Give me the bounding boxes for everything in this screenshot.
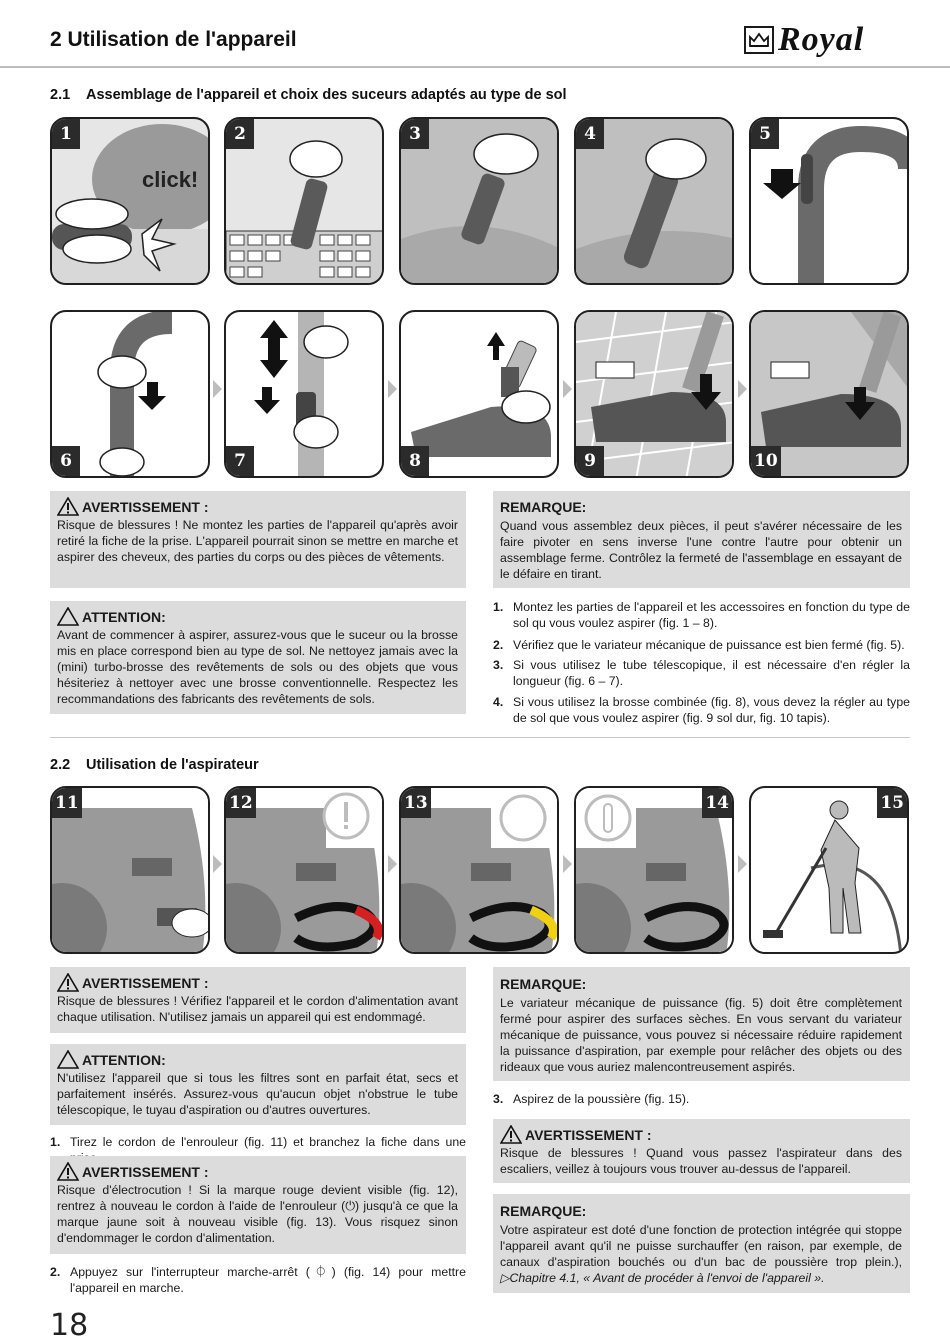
warning-box	[50, 491, 466, 588]
chapter-reference-link[interactable]: ▷Chapitre 4.1, « Avant de procéder à l'envoi de l'appareil ».	[500, 1271, 825, 1285]
warning-box	[493, 1119, 910, 1183]
figure-number-badge: 12	[226, 788, 256, 818]
sequence-arrow	[388, 855, 397, 873]
note-box	[493, 491, 910, 588]
figure-number-badge: 4	[576, 119, 604, 149]
sequence-arrow	[738, 855, 747, 873]
section-heading-2-1: 2.1 Assemblage de l'appareil et choix des suceurs adaptés au type de sol	[50, 87, 567, 103]
brand-name: Royal	[778, 21, 865, 58]
box-title: AVERTISSEMENT :	[57, 1162, 458, 1181]
sequence-arrow	[388, 380, 397, 398]
attention-text: N'utilisez l'appareil que si tous les filtres sont en parfait état, secs et parfaitement insérés. Assurez-vous qu'aucun objet n'obstrue le tube télescopique, le tuyau d'aspiration ou d'autres ouvertures.	[57, 1071, 458, 1117]
attention-text: Avant de commencer à aspirer, assurez-vous que le suceur ou la brosse mis en place correspond bien au type de sol. Ne nettoyez jamais avec la (mini) turbo-brosse des revêtements de sols ou des objets que vous hésiteriez à nettoyer avec une brosse conventionnelle. Respectez les recommandations des fabricants des revêtements de sols.	[57, 628, 458, 706]
warning-box	[50, 967, 466, 1033]
figure-10	[749, 310, 909, 478]
figure-7	[224, 310, 384, 478]
warning-triangle-icon	[57, 1050, 79, 1069]
illustration	[748, 31, 770, 49]
figure-5	[749, 117, 909, 285]
warning-triangle-icon	[500, 1125, 522, 1144]
box-title: ATTENTION:	[57, 1050, 458, 1069]
figure-13	[399, 786, 559, 954]
warning-text: Risque de blessures ! Vérifiez l'appareil et le cordon d'alimentation avant chaque utilisation. N'utilisez jamais un appareil qui est endommagé.	[57, 994, 458, 1024]
figure-14	[574, 786, 734, 954]
figure-15	[749, 786, 909, 954]
list-item: 1. Montez les parties de l'appareil et les accessoires en fonction du type de sol qu vous voulez aspirer (fig. 1 – 8).	[493, 600, 910, 630]
warning-text: Risque de blessures ! Ne montez les parties de l'appareil qu'après avoir retiré la fiche de la prise. L'appareil pourrait sinon se mettre en marche et aspirer des cheveux, des parties du corps ou des pièces de vêtements.	[57, 518, 458, 564]
figure-2	[224, 117, 384, 285]
figure-number-badge: 11	[52, 788, 82, 818]
figure-number-badge: 15	[877, 788, 907, 818]
warning-triangle-icon	[57, 497, 79, 516]
note-text: Quand vous assemblez deux pièces, il peut s'avérer nécessaire de les faire pivoter en sens inverse l'une contre l'autre pour obtenir un assemblage ferme. Contrôlez la fermeté de l'assemblage en essayant de le défaire en tirant.	[500, 519, 902, 581]
section-heading-2-2: 2.2 Utilisation de l'aspirateur	[50, 757, 259, 773]
warning-triangle-icon	[57, 607, 79, 626]
figure-number-badge: 13	[401, 788, 431, 818]
note-text: Le variateur mécanique de puissance (fig. 5) doit être complètement fermé pour aspirer des surfaces sèches. En vous servant du variateur mécanique de puissance, vous pouvez si nécessaire réduire rapidement la puissance d'aspiration, par exemple pour relâcher des objets ou des rideaux que vous auriez malencontreusement aspirés.	[500, 996, 902, 1074]
click-label: click!	[142, 167, 199, 192]
list-item: 4. Si vous utilisez la brosse combinée (fig. 8), vous devez la régler au type de sol que vous voulez aspirer (fig. 9 sol dur, fig. 10 tapis).	[493, 695, 910, 725]
figure-number-badge: 14	[702, 788, 732, 818]
box-title: AVERTISSEMENT :	[57, 973, 458, 992]
sequence-arrow	[738, 380, 747, 398]
figure-12	[224, 786, 384, 954]
warning-box	[50, 1156, 466, 1254]
list-item: 1. Tirez le cordon de l'enrouleur (fig. 11) et branchez la fiche dans une	[50, 1135, 466, 1149]
figure-number-badge: 9	[576, 446, 604, 476]
note-box	[493, 967, 910, 1081]
attention-box	[50, 1044, 466, 1125]
box-title: REMARQUE:	[500, 976, 587, 992]
note-text: Votre aspirateur est doté d'une fonction de protection intégrée qui stoppe l'appareil avant qu'il ne puisse surchauffer (en raison, par exemple, de canaux d'aspiration bouchés ou d'un bac de poussière trop plein.), ▷Chapitre 4.1, « Avant de procéder à l'envoi de l'appareil ».	[500, 1223, 902, 1285]
figure-number-badge: 6	[52, 446, 80, 476]
attention-box	[50, 601, 466, 714]
figure-number-badge: 10	[751, 446, 781, 476]
warning-text: Risque de blessures ! Quand vous passez l'aspirateur dans des escaliers, veillez à toujours vous trouver au-dessus de l'appareil.	[500, 1146, 902, 1176]
figure-number-badge: 8	[401, 446, 429, 476]
warning-text: Risque d'électrocution ! Si la marque rouge devient visible (fig. 12), rentrez à nouveau le cordon à l'aide de l'enrouleur (⏻) jusqu'à ce que la marque jaune soit à nouveau visible (fig. 13). Vous risquez sinon d'endommager le cordon d'alimentation.	[57, 1183, 458, 1245]
figure-6	[50, 310, 210, 478]
box-title: REMARQUE:	[500, 499, 587, 515]
figure-number-badge: 5	[751, 119, 779, 149]
note-box	[493, 1194, 910, 1293]
royal-logo	[744, 22, 910, 58]
crown-icon	[744, 26, 774, 54]
figure-4	[574, 117, 734, 285]
list-item: 2. Appuyez sur l'interrupteur marche-arrêt (⏀) (fig. 14) pour mettre l'appareil en marche.	[50, 1265, 466, 1295]
sequence-arrow	[563, 380, 572, 398]
sequence-arrow	[213, 380, 222, 398]
box-title: ATTENTION:	[57, 607, 458, 626]
warning-triangle-icon	[57, 973, 79, 992]
list-item: 3. Aspirez de la poussière (fig. 15).	[493, 1092, 690, 1106]
header-divider	[0, 66, 950, 68]
figure-9	[574, 310, 734, 478]
sequence-arrow	[213, 855, 222, 873]
figure-11	[50, 786, 210, 954]
figure-1	[50, 117, 210, 285]
list-item: 2. Vérifiez que le variateur mécanique de puissance est bien fermé (fig. 5).	[493, 638, 905, 652]
box-title: AVERTISSEMENT :	[500, 1125, 902, 1144]
warning-triangle-icon	[57, 1162, 79, 1181]
box-title: AVERTISSEMENT :	[57, 497, 458, 516]
figure-number-badge: 7	[226, 446, 254, 476]
figure-number-badge: 2	[226, 119, 254, 149]
sequence-arrow	[563, 855, 572, 873]
figure-number-badge: 1	[52, 119, 80, 149]
page-title: 2 Utilisation de l'appareil	[50, 28, 297, 51]
section-divider	[50, 737, 910, 738]
list-item: 3. Si vous utilisez le tube télescopique, il est nécessaire d'en régler la longueur (fig. 6 – 7).	[493, 658, 910, 688]
page-number: 18	[50, 1308, 89, 1343]
figure-8	[399, 310, 559, 478]
box-title: REMARQUE:	[500, 1203, 587, 1219]
figure-3	[399, 117, 559, 285]
figure-number-badge: 3	[401, 119, 429, 149]
